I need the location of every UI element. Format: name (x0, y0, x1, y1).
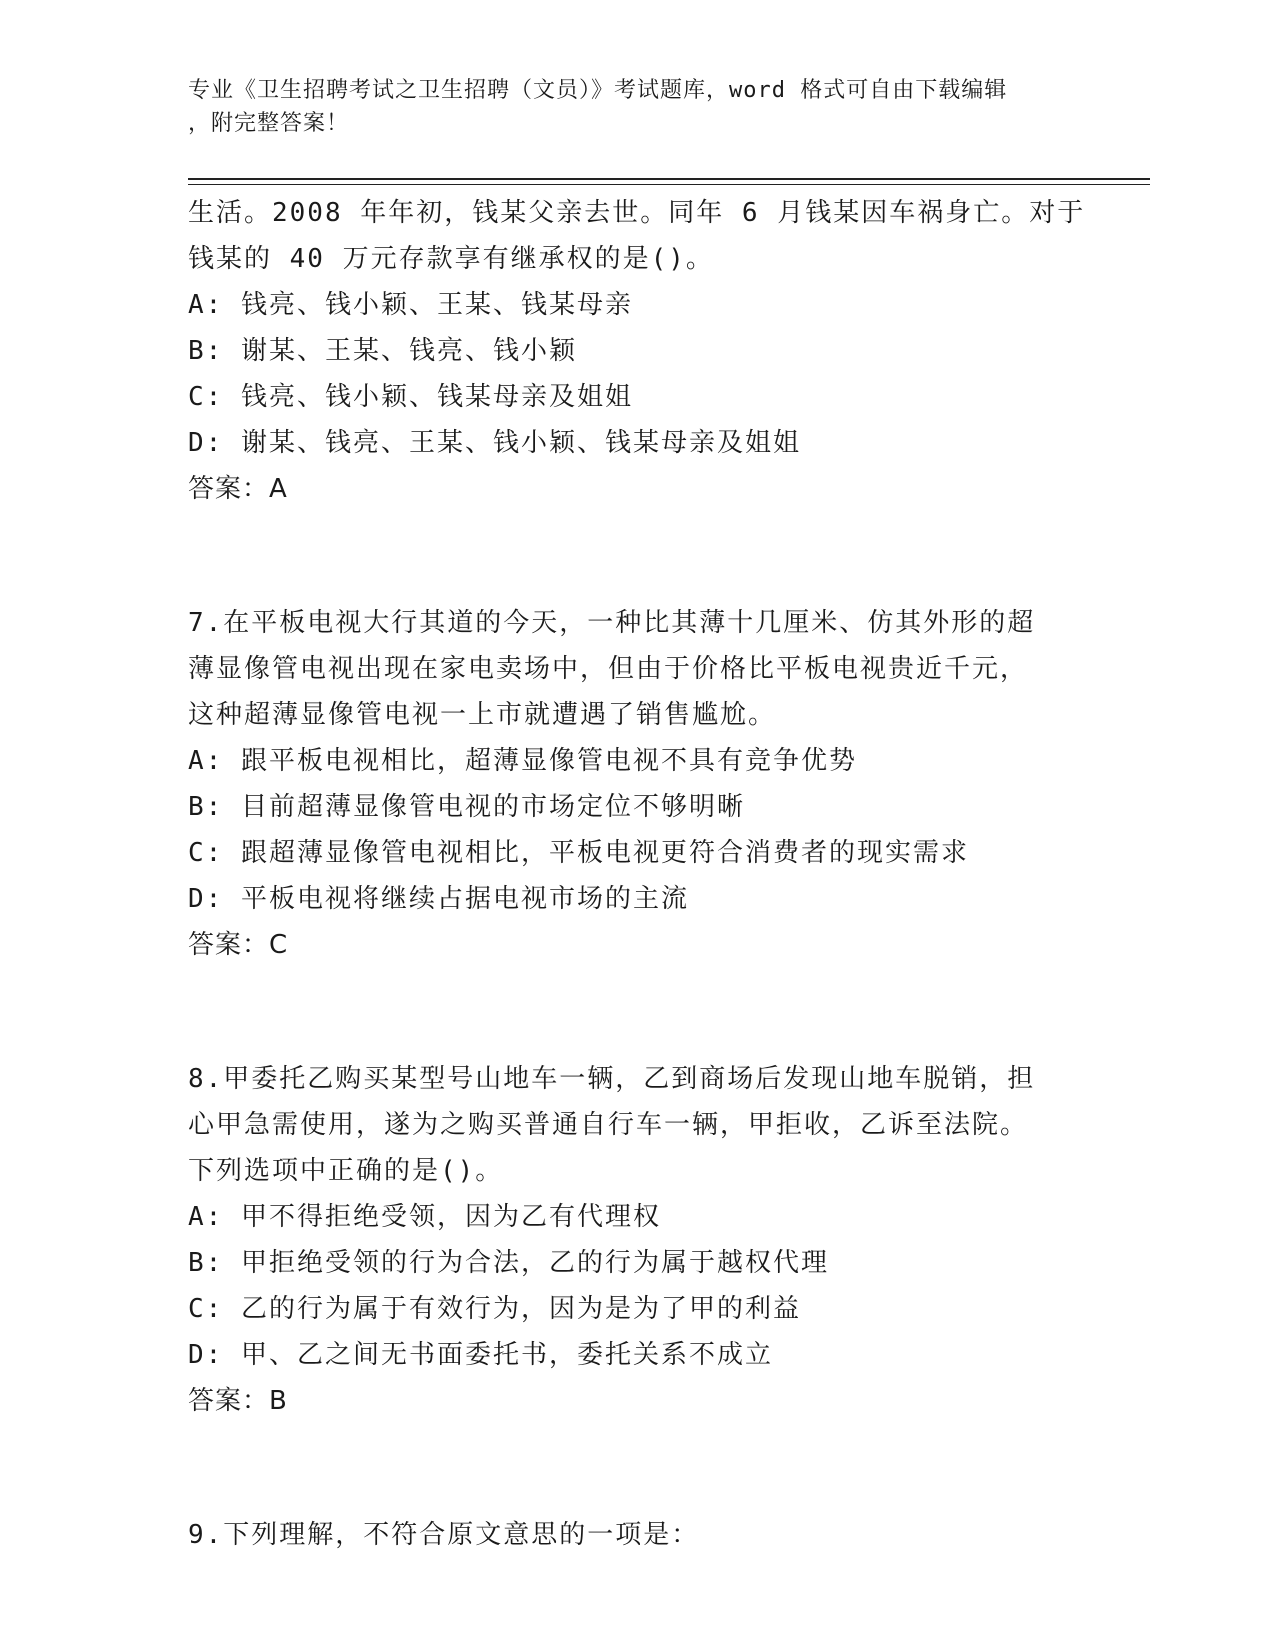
question-stem-line: 9.下列理解，不符合原文意思的一项是： (188, 1520, 700, 1550)
option-b: B: 谢某、王某、钱亮、钱小颖 (188, 336, 577, 366)
option-b: B: 甲拒绝受领的行为合法，乙的行为属于越权代理 (188, 1248, 829, 1278)
header-line-1: 专业《卫生招聘考试之卫生招聘（文员）》考试题库，word 格式可自由下载编辑 (188, 78, 1008, 103)
question-7 (188, 600, 1088, 968)
document-header (188, 74, 1068, 140)
question-stem-line: 8.甲委托乙购买某型号山地车一辆，乙到商场后发现山地车脱销，担 (188, 1064, 1036, 1094)
question-stem-line: 钱某的 40 万元存款享有继承权的是()。 (188, 244, 714, 274)
answer-line: 答案：B (188, 1386, 288, 1416)
answer-line: 答案：A (188, 474, 288, 504)
question-stem-line: 薄显像管电视出现在家电卖场中，但由于价格比平板电视贵近千元， (188, 654, 1029, 684)
option-d: D: 谢某、钱亮、王某、钱小颖、钱某母亲及姐姐 (188, 428, 801, 458)
option-c: C: 钱亮、钱小颖、钱某母亲及姐姐 (188, 382, 633, 412)
question-stem-line: 生活。2008 年年初，钱某父亲去世。同年 6 月钱某因车祸身亡。对于 (188, 198, 1086, 228)
question-stem-line: 心甲急需使用，遂为之购买普通自行车一辆，甲拒收，乙诉至法院。 (188, 1110, 1029, 1140)
question-stem-line: 下列选项中正确的是()。 (188, 1156, 504, 1186)
option-b: B: 目前超薄显像管电视的市场定位不够明晰 (188, 792, 745, 822)
option-c: C: 跟超薄显像管电视相比，平板电视更符合消费者的现实需求 (188, 838, 969, 868)
header-divider-thin (188, 184, 1150, 185)
answer-line: 答案：C (188, 930, 289, 960)
option-d: D: 甲、乙之间无书面委托书，委托关系不成立 (188, 1340, 773, 1370)
header-divider-thick (188, 178, 1150, 180)
option-c: C: 乙的行为属于有效行为，因为是为了甲的利益 (188, 1294, 801, 1324)
question-6 (188, 190, 1088, 512)
question-list (188, 190, 1088, 1558)
option-a: A: 跟平板电视相比，超薄显像管电视不具有竞争优势 (188, 746, 857, 776)
option-d: D: 平板电视将继续占据电视市场的主流 (188, 884, 689, 914)
question-9 (188, 1512, 1088, 1558)
option-a: A: 钱亮、钱小颖、王某、钱某母亲 (188, 290, 633, 320)
option-a: A: 甲不得拒绝受领，因为乙有代理权 (188, 1202, 661, 1232)
header-line-2: ，附完整答案！ (188, 111, 350, 136)
question-stem-line: 这种超薄显像管电视一上市就遭遇了销售尴尬。 (188, 700, 777, 730)
question-stem-line: 7.在平板电视大行其道的今天，一种比其薄十几厘米、仿其外形的超 (188, 608, 1036, 638)
question-8 (188, 1056, 1088, 1424)
